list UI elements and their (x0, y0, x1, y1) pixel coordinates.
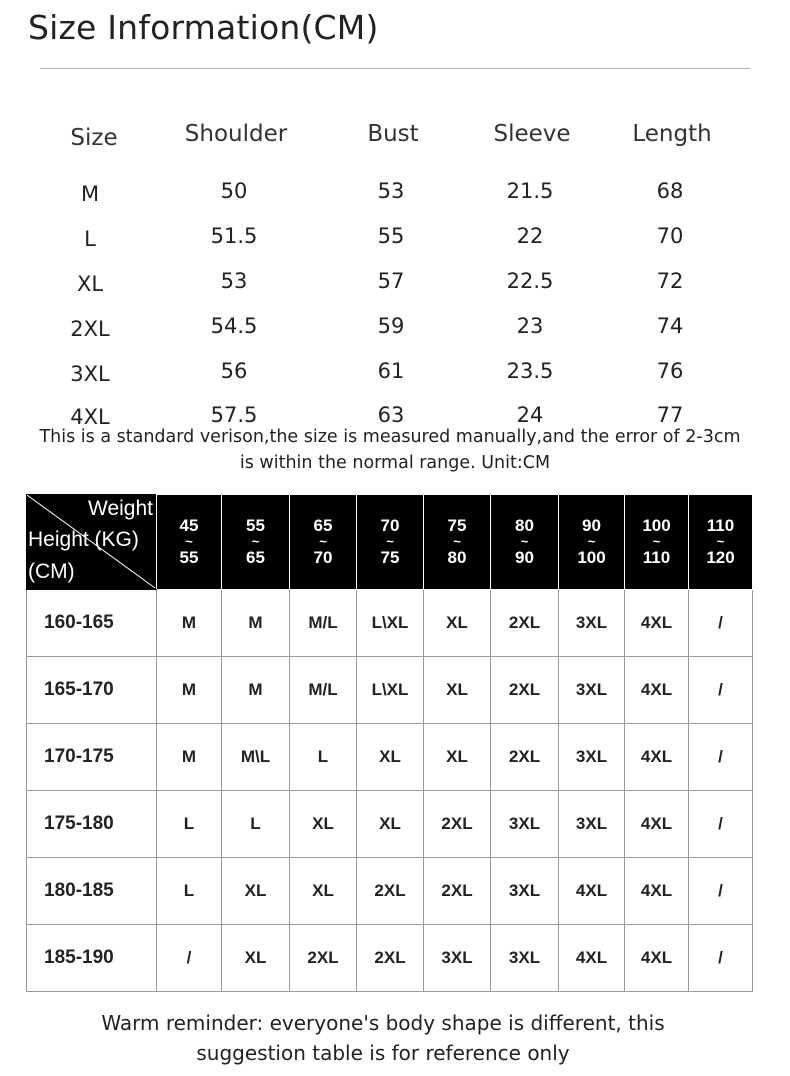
recommended-size-cell: XL (290, 858, 357, 925)
weight-range-header (290, 495, 357, 590)
recommended-size-cell: 3XL (491, 925, 559, 992)
recommended-size-cell: / (689, 657, 753, 724)
weight-range-from: 110 (706, 516, 735, 535)
measurement-value: 72 (656, 269, 684, 293)
weight-range-from: 65 (313, 516, 333, 535)
table-row (27, 925, 753, 992)
table-row (27, 657, 753, 724)
recommended-size-cell: 4XL (559, 925, 625, 992)
weight-range-from: 100 (642, 516, 671, 535)
weight-range-from: 70 (380, 516, 400, 535)
weight-range-to: 70 (313, 548, 333, 567)
recommended-size-cell: XL (424, 590, 491, 657)
recommended-size-cell: XL (222, 925, 290, 992)
measurement-value: 23 (516, 314, 544, 338)
recommended-size-cell: M (222, 657, 290, 724)
page-title: Size Information(CM) (28, 8, 379, 47)
measurement-value: 24 (516, 403, 544, 427)
measurement-value: 57.5 (210, 403, 258, 427)
size-measurement-table (0, 0, 790, 430)
weight-range-to: 90 (515, 548, 534, 567)
recommended-size-cell: 2XL (491, 657, 559, 724)
table-row (27, 858, 753, 925)
recommended-size-cell: M (157, 590, 222, 657)
recommended-size-cell: XL (357, 724, 424, 791)
measurement-value: 23.5 (506, 359, 554, 383)
measurement-value: 21.5 (506, 179, 554, 203)
weight-range-from: 75 (447, 516, 467, 535)
recommended-size-cell: 4XL (625, 724, 689, 791)
recommended-size-cell: / (689, 590, 753, 657)
recommended-size-cell: XL (222, 858, 290, 925)
recommended-size-cell: M (157, 724, 222, 791)
measurement-value: 51.5 (210, 224, 258, 248)
recommended-size-cell: L (157, 858, 222, 925)
weight-range-header (222, 495, 290, 590)
height-axis-label: Height (KG) (28, 528, 139, 551)
recommended-size-cell: L (157, 791, 222, 858)
recommended-size-cell: / (689, 791, 753, 858)
weight-range-from: 45 (179, 516, 199, 535)
measurement-value: 54.5 (210, 314, 258, 338)
weight-range-from: 80 (515, 516, 534, 535)
height-range-cell: 185-190 (27, 925, 157, 992)
size-label: XL (76, 272, 104, 296)
measurement-value: 63 (377, 403, 405, 427)
measurement-value: 57 (377, 269, 405, 293)
range-tilde: ~ (652, 534, 661, 549)
recommended-size-cell: 4XL (559, 858, 625, 925)
measurement-value: 76 (656, 359, 684, 383)
size-label: 3XL (70, 362, 110, 386)
weight-range-header (424, 495, 491, 590)
weight-range-to: 120 (706, 548, 735, 567)
recommended-size-cell: M/L (290, 657, 357, 724)
recommended-size-cell: 3XL (424, 925, 491, 992)
recommended-size-cell: 3XL (559, 657, 625, 724)
recommended-size-cell: XL (290, 791, 357, 858)
range-tilde: ~ (386, 534, 394, 549)
recommended-size-cell: 4XL (625, 925, 689, 992)
weight-range-to: 80 (447, 548, 467, 567)
recommended-size-cell: 3XL (491, 858, 559, 925)
table-corner-header (27, 495, 157, 590)
weight-range-to: 75 (380, 548, 400, 567)
measurement-value: 22.5 (506, 269, 554, 293)
weight-range-header (689, 495, 753, 590)
recommended-size-cell: 2XL (424, 858, 491, 925)
recommended-size-cell: / (689, 858, 753, 925)
recommended-size-cell: 3XL (559, 724, 625, 791)
reminder-line-1: Warm reminder: everyone's body shape is different, this (101, 1011, 665, 1035)
range-tilde: ~ (520, 534, 529, 549)
measurement-note (0, 424, 790, 476)
weight-range-to: 65 (246, 548, 265, 567)
recommended-size-cell: 3XL (559, 590, 625, 657)
measurement-value: 61 (377, 359, 405, 383)
recommended-size-cell: 2XL (424, 791, 491, 858)
measurement-value: 68 (656, 179, 684, 203)
recommended-size-cell: L (222, 791, 290, 858)
note-line-1: This is a standard verison,the size is measured manually,and the error of 2-3cm (39, 427, 741, 447)
height-range-cell: 165-170 (27, 657, 157, 724)
recommended-size-cell: 4XL (625, 858, 689, 925)
height-range-cell: 175-180 (27, 791, 157, 858)
recommended-size-cell: 2XL (290, 925, 357, 992)
recommended-size-cell: / (689, 925, 753, 992)
recommended-size-cell: 2XL (491, 590, 559, 657)
recommended-size-cell: 3XL (559, 791, 625, 858)
recommended-size-cell: 4XL (625, 657, 689, 724)
height-range-cell: 170-175 (27, 724, 157, 791)
size-label: 4XL (70, 405, 110, 429)
size-table-header: Bust (367, 121, 419, 147)
height-unit-label: (CM) (28, 560, 75, 583)
range-tilde: ~ (453, 534, 461, 549)
weight-range-from: 55 (246, 516, 265, 535)
range-tilde: ~ (716, 534, 725, 549)
warm-reminder (0, 1008, 766, 1068)
recommended-size-cell: L (290, 724, 357, 791)
measurement-value: 55 (377, 224, 405, 248)
table-row (27, 590, 753, 657)
recommended-size-cell: 2XL (357, 925, 424, 992)
measurement-value: 56 (220, 359, 248, 383)
weight-range-to: 55 (179, 548, 199, 567)
measurement-value: 74 (656, 314, 684, 338)
measurement-value: 50 (220, 179, 248, 203)
measurement-value: 77 (656, 403, 684, 427)
range-tilde: ~ (587, 534, 596, 549)
table-row (27, 791, 753, 858)
measurement-value: 22 (516, 224, 544, 248)
measurement-value: 70 (656, 224, 684, 248)
recommended-size-cell: / (689, 724, 753, 791)
size-table-header: Length (632, 121, 712, 147)
measurement-value: 53 (377, 179, 405, 203)
weight-range-to: 110 (642, 548, 671, 567)
range-tilde: ~ (319, 534, 327, 549)
size-label: M (80, 182, 100, 206)
recommended-size-cell: L\XL (357, 590, 424, 657)
measurement-value: 59 (377, 314, 405, 338)
weight-range-header (625, 495, 689, 590)
recommended-size-cell: XL (357, 791, 424, 858)
recommended-size-cell: 3XL (491, 791, 559, 858)
weight-axis-label: Weight (88, 497, 153, 520)
weight-range-header (491, 495, 559, 590)
table-row (27, 724, 753, 791)
weight-range-header (157, 495, 222, 590)
recommended-size-cell: XL (424, 657, 491, 724)
weight-range-header (357, 495, 424, 590)
recommended-size-cell: 2XL (357, 858, 424, 925)
size-label: 2XL (70, 317, 110, 341)
note-line-2: is within the normal range. Unit:CM (239, 453, 551, 473)
recommended-size-cell: / (157, 925, 222, 992)
size-table-header: Sleeve (493, 121, 571, 147)
recommended-size-cell: M\L (222, 724, 290, 791)
range-tilde: ~ (185, 534, 193, 549)
recommended-size-cell: M (222, 590, 290, 657)
weight-range-from: 90 (582, 516, 601, 535)
height-range-cell: 180-185 (27, 858, 157, 925)
measurement-value: 53 (220, 269, 248, 293)
range-tilde: ~ (251, 534, 260, 549)
size-table-header: Size (70, 125, 118, 151)
recommended-size-cell: M (157, 657, 222, 724)
recommended-size-cell: 4XL (625, 590, 689, 657)
recommended-size-cell: XL (424, 724, 491, 791)
weight-range-header (559, 495, 625, 590)
height-range-cell: 160-165 (27, 590, 157, 657)
recommended-size-cell: 4XL (625, 791, 689, 858)
size-table-header: Shoulder (184, 121, 288, 147)
weight-range-to: 100 (577, 548, 606, 567)
reminder-line-2: suggestion table is for reference only (196, 1041, 570, 1065)
recommended-size-cell: L\XL (357, 657, 424, 724)
recommended-size-cell: M/L (290, 590, 357, 657)
recommended-size-cell: 2XL (491, 724, 559, 791)
size-label: L (84, 227, 96, 251)
size-recommendation-table (26, 494, 753, 992)
